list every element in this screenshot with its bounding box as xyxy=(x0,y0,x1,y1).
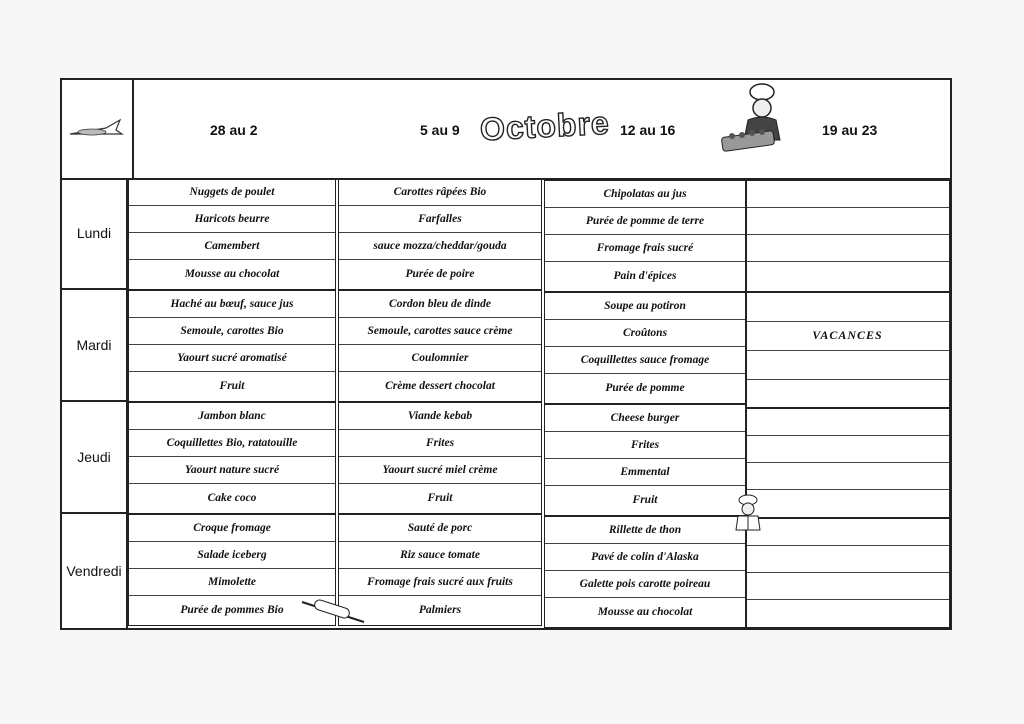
header-corner xyxy=(62,80,134,178)
menu-item: Viande kebab xyxy=(339,403,541,430)
menu-item: Nuggets de poulet xyxy=(129,179,335,206)
day-vendredi: Vendredi xyxy=(62,514,128,628)
empty-cell xyxy=(747,208,949,235)
week1-jeudi-block xyxy=(128,402,336,514)
menu-item: Emmental xyxy=(545,459,745,486)
menu-item: Pavé de colin d'Alaska xyxy=(545,544,745,571)
menu-item: Haricots beurre xyxy=(129,206,335,233)
chef-icon xyxy=(716,82,796,162)
menu-item: Cheese burger xyxy=(545,405,745,432)
menu-item: Yaourt nature sucré xyxy=(129,457,335,484)
week2-vendredi-block xyxy=(338,514,542,626)
menu-item: Yaourt sucré miel crème xyxy=(339,457,541,484)
week4-mardi-block xyxy=(746,292,950,408)
empty-cell xyxy=(747,293,949,322)
empty-cell xyxy=(747,519,949,546)
menu-item: Soupe au potiron xyxy=(545,293,745,320)
menu-item: Purée de pommes Bio xyxy=(180,604,284,616)
menu-item: Camembert xyxy=(129,233,335,260)
month-title: Octobre xyxy=(479,104,611,148)
menu-item: Coulomnier xyxy=(339,345,541,372)
menu-item: Semoule, carottes sauce crème xyxy=(339,318,541,345)
menu-item: Semoule, carottes Bio xyxy=(129,318,335,345)
header-row xyxy=(62,80,950,180)
menu-item: Fromage frais sucré xyxy=(545,235,745,262)
week-2-header: 5 au 9 xyxy=(420,122,460,138)
menu-item: Mousse au chocolat xyxy=(597,606,693,618)
empty-cell xyxy=(747,546,949,573)
week3-mardi-block xyxy=(544,292,746,404)
menu-item: Purée de pomme xyxy=(605,382,685,394)
week3-vendredi-block xyxy=(544,516,746,628)
menu-item: Mimolette xyxy=(129,569,335,596)
plane-icon xyxy=(66,110,126,150)
menu-item: Purée de poire xyxy=(405,268,475,280)
week3-jeudi-block xyxy=(544,404,746,516)
menu-item: Frites xyxy=(545,432,745,459)
menu-item: Coquillettes Bio, ratatouille xyxy=(129,430,335,457)
menu-item: Frites xyxy=(339,430,541,457)
menu-item: Riz sauce tomate xyxy=(339,542,541,569)
week2-jeudi-block xyxy=(338,402,542,514)
week2-lundi-block xyxy=(338,178,542,290)
menu-item: Galette pois carotte poireau xyxy=(545,571,745,598)
empty-cell xyxy=(747,181,949,208)
empty-cell xyxy=(747,351,949,380)
small-chef-icon xyxy=(732,494,764,534)
vacances-label: VACANCES xyxy=(812,328,883,342)
empty-cell xyxy=(747,573,949,600)
menu-item: Rillette de thon xyxy=(545,517,745,544)
menu-item: Croûtons xyxy=(545,320,745,347)
menu-item: Jambon blanc xyxy=(129,403,335,430)
menu-item: Pain d'épices xyxy=(613,270,677,282)
menu-item: Fruit xyxy=(427,492,453,504)
menu-item: Fruit xyxy=(632,494,658,506)
menu-item: Salade iceberg xyxy=(129,542,335,569)
week-1-header: 28 au 2 xyxy=(210,122,258,138)
day-jeudi: Jeudi xyxy=(62,402,128,514)
menu-item: Coquillettes sauce fromage xyxy=(545,347,745,374)
menu-item: Carottes râpées Bio xyxy=(339,179,541,206)
week1-mardi-block xyxy=(128,290,336,402)
menu-item: Cake coco xyxy=(207,492,257,504)
empty-cell xyxy=(747,409,949,436)
menu-item: Haché au bœuf, sauce jus xyxy=(129,291,335,318)
empty-cell xyxy=(747,436,949,463)
menu-item: Farfalles xyxy=(339,206,541,233)
rolling-pin-icon xyxy=(298,596,368,626)
day-lundi: Lundi xyxy=(62,178,128,290)
day-mardi: Mardi xyxy=(62,290,128,402)
menu-item: Cordon bleu de dinde xyxy=(339,291,541,318)
menu-item: Mousse au chocolat xyxy=(184,268,280,280)
week4-jeudi-block xyxy=(746,408,950,518)
menu-item: Fromage frais sucré aux fruits xyxy=(339,569,541,596)
week-4-header: 19 au 23 xyxy=(822,122,878,138)
menu-item: Purée de pomme de terre xyxy=(545,208,745,235)
week4-vendredi-block xyxy=(746,518,950,628)
week1-lundi-block xyxy=(128,178,336,290)
week-3-header: 12 au 16 xyxy=(620,122,676,138)
menu-item: Sauté de porc xyxy=(339,515,541,542)
week3-lundi-block xyxy=(544,180,746,292)
menu-item: sauce mozza/cheddar/gouda xyxy=(339,233,541,260)
menu-item: Chipolatas au jus xyxy=(545,181,745,208)
week2-mardi-block xyxy=(338,290,542,402)
menu-item: Yaourt sucré aromatisé xyxy=(129,345,335,372)
menu-item: Fruit xyxy=(219,380,245,392)
menu-item: Palmiers xyxy=(418,604,462,616)
menu-item: Croque fromage xyxy=(129,515,335,542)
menu-item: Crème dessert chocolat xyxy=(385,380,495,392)
empty-cell xyxy=(747,463,949,490)
week4-lundi-block xyxy=(746,180,950,292)
empty-cell xyxy=(747,235,949,262)
